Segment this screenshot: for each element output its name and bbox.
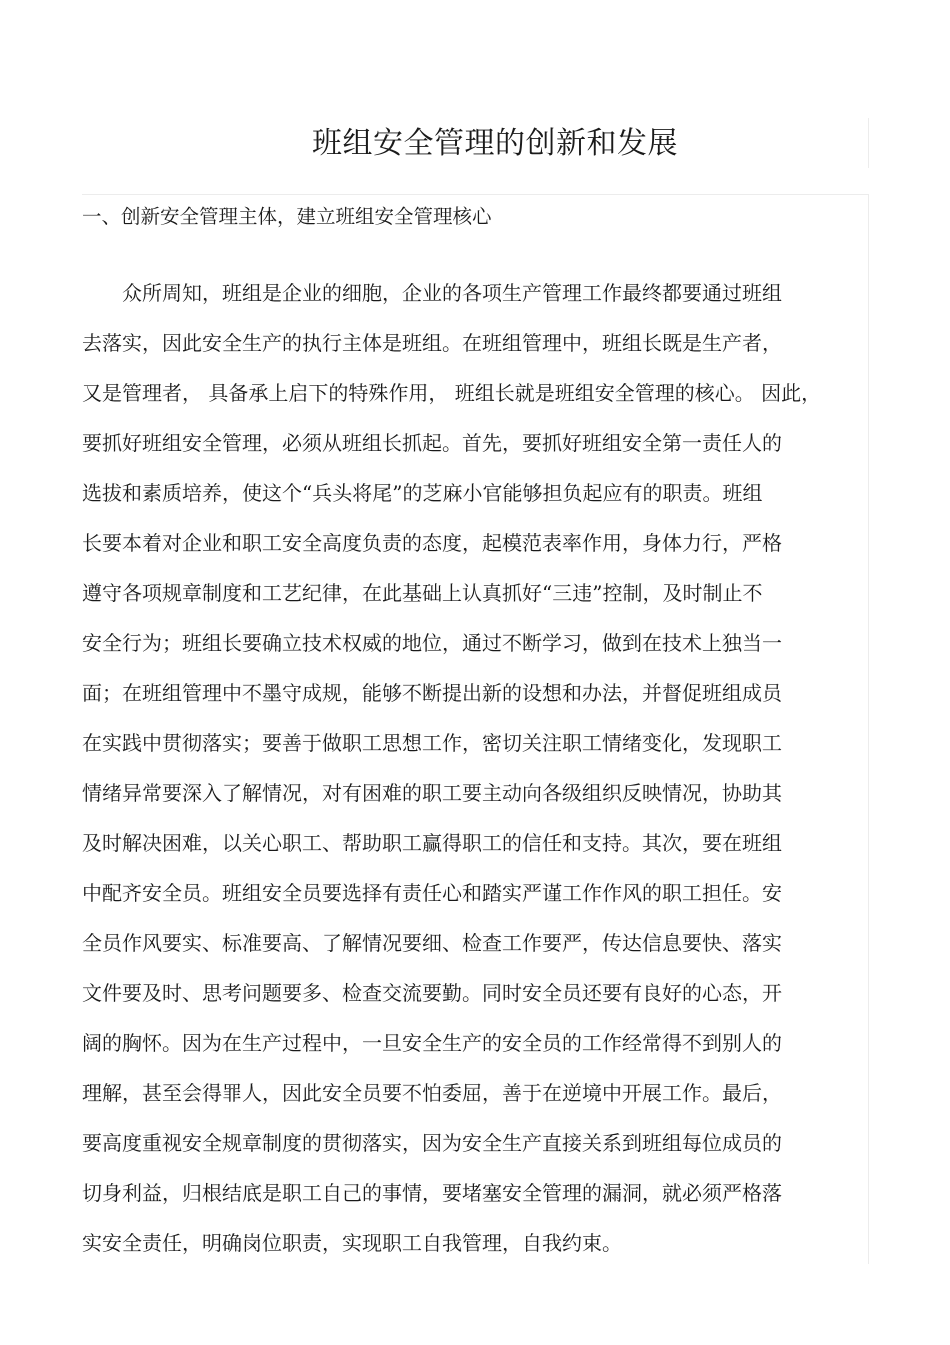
paragraph-line: 切身利益，归根结底是职工自己的事情，要堵塞安全管理的漏洞，就必须严格落 <box>82 1181 782 1205</box>
paragraph-line: 情绪异常要深入了解情况，对有困难的职工要主动向各级组织反映情况，协助其 <box>82 781 782 805</box>
paragraph-line: 理解，甚至会得罪人，因此安全员要不怕委屈，善于在逆境中开展工作。最后， <box>82 1081 782 1105</box>
body-paragraph <box>82 275 862 1275</box>
paragraph-line: 要高度重视安全规章制度的贯彻落实，因为安全生产直接关系到班组每位成员的 <box>82 1131 782 1155</box>
paragraph-line: 在实践中贯彻落实；要善于做职工思想工作，密切关注职工情绪变化，发现职工 <box>82 731 782 755</box>
paragraph-line: 又是管理者， 具备承上启下的特殊作用， 班组长就是班组安全管理的核心。 因此， <box>82 381 822 405</box>
paragraph-line: 去落实，因此安全生产的执行主体是班组。在班组管理中，班组长既是生产者， <box>82 331 782 355</box>
section-heading: 一、创新安全管理主体，建立班组安全管理核心 <box>82 205 492 228</box>
title-divider <box>82 194 868 195</box>
paragraph-line: 中配齐安全员。班组安全员要选择有责任心和踏实严谨工作作风的职工担任。安 <box>82 881 782 905</box>
paragraph-line: 文件要及时、思考问题要多、检查交流要勤。同时安全员还要有良好的心态，开 <box>82 981 782 1005</box>
paragraph-line: 要抓好班组安全管理，必须从班组长抓起。首先，要抓好班组安全第一责任人的 <box>82 431 782 455</box>
paragraph-line: 全员作风要实、标准要高、了解情况要细、检查工作要严，传达信息要快、落实 <box>82 931 782 955</box>
document-title: 班组安全管理的创新和发展 <box>312 126 678 161</box>
paragraph-line: 及时解决困难，以关心职工、帮助职工赢得职工的信任和支持。其次，要在班组 <box>82 831 782 855</box>
paragraph-line: 面；在班组管理中不墨守成规，能够不断提出新的设想和办法，并督促班组成员 <box>82 681 782 705</box>
paragraph-line: 长要本着对企业和职工安全高度负责的态度，起模范表率作用，身体力行，严格 <box>82 531 782 555</box>
page-border-right <box>868 194 869 1264</box>
paragraph-line: 选拔和素质培养，使这个“兵头将尾”的芝麻小官能够担负起应有的职责。班组 <box>82 481 763 505</box>
paragraph-line: 实安全责任，明确岗位职责，实现职工自我管理，自我约束。 <box>82 1231 622 1255</box>
paragraph-line: 遵守各项规章制度和工艺纪律，在此基础上认真抓好“三违”控制，及时制止不 <box>82 581 763 605</box>
paragraph-line: 安全行为；班组长要确立技术权威的地位，通过不断学习，做到在技术上独当一 <box>82 631 782 655</box>
paragraph-line: 阔的胸怀。因为在生产过程中，一旦安全生产的安全员的工作经常得不到别人的 <box>82 1031 782 1055</box>
paragraph-line: 众所周知，班组是企业的细胞，企业的各项生产管理工作最终都要通过班组 <box>82 281 782 305</box>
